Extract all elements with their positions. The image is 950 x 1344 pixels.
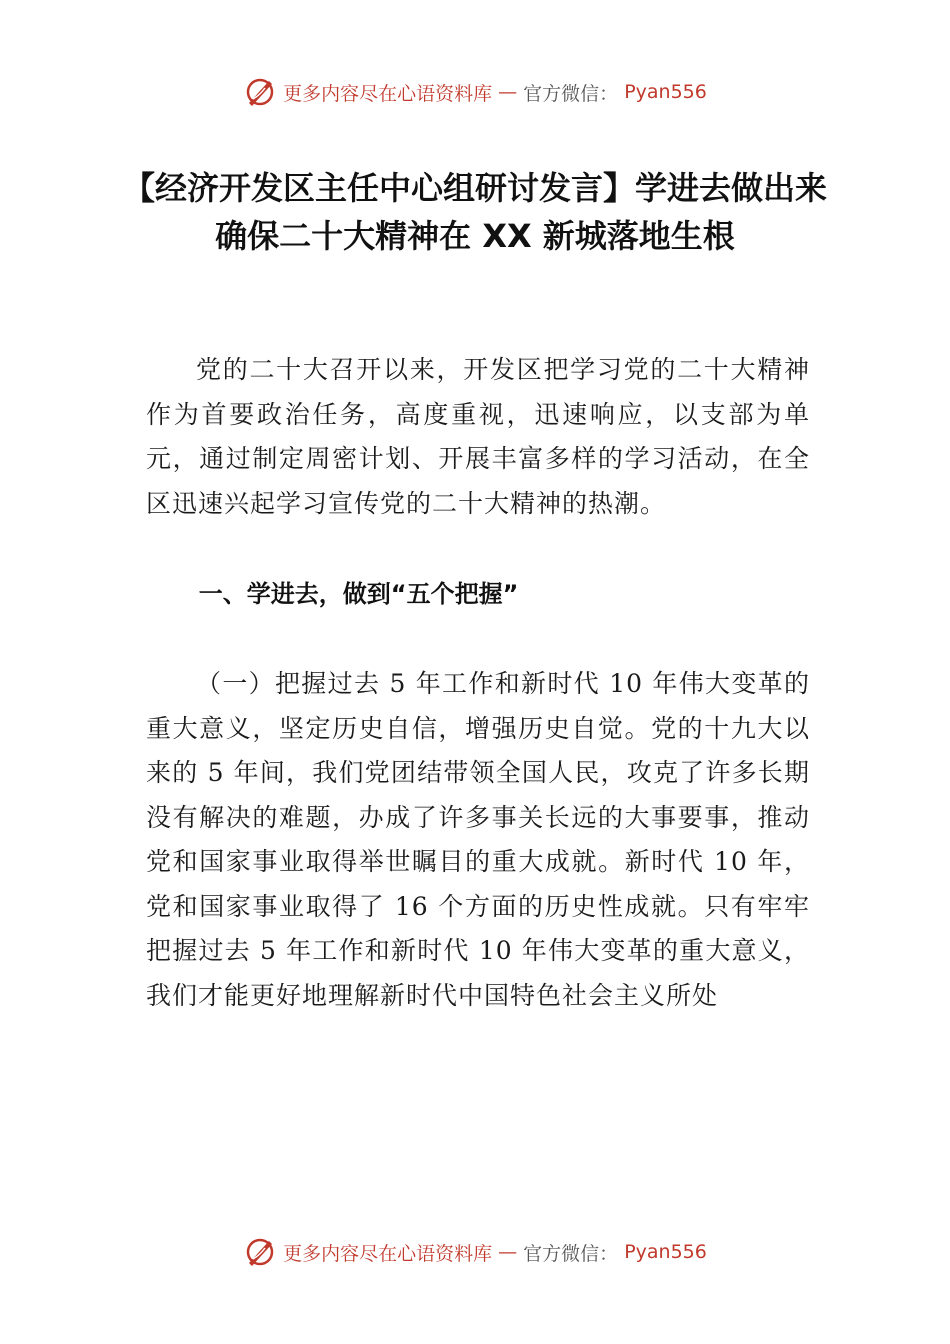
- watermark-wechat-id: Pyan556: [624, 1241, 707, 1263]
- watermark-separator: —: [498, 81, 518, 103]
- watermark-brand: 更多内容尽在心语资料库: [283, 82, 493, 105]
- watermark-wechat-id: Pyan556: [624, 81, 707, 103]
- section-one-paragraph: （一）把握过去 5 年工作和新时代 10 年伟大变革的重大意义，坚定历史自信，增强历史自觉。党的十九大以来的 5 年间，我们党团结带领全国人民，攻克了许多长期没有解决的难题，办成了许多事关长远的大事要事，推动党和国家事业取得举世瞩目的重大成就。新时代 10 年，党和国家事业取得了 16 个方面的历史性成就。只有牢牢把握过去 5 年工作和新时代 10 年伟大变革的重大意义，我们才能更好地理解新时代中国特色社会主义所处: [146, 669, 810, 1010]
- pen-circle-logo-icon: [243, 75, 277, 109]
- watermark-separator: —: [498, 1241, 518, 1263]
- document-body: [146, 348, 810, 1018]
- section-one-heading: 一、学进去，做到“五个把握”: [198, 580, 519, 608]
- watermark-header: [0, 70, 950, 114]
- watermark-brand: 更多内容尽在心语资料库: [283, 1242, 493, 1265]
- document-title: 【经济开发区主任中心组研讨发言】学进去做出来 确保二十大精神在 XX 新城落地生根: [122, 169, 827, 255]
- watermark-footer: [0, 1230, 950, 1274]
- intro-paragraph: 党的二十大召开以来，开发区把学习党的二十大精神作为首要政治任务，高度重视，迅速响应，以支部为单元，通过制定周密计划、开展丰富多样的学习活动，在全区迅速兴起学习宣传党的二十大精神的热潮。: [146, 355, 810, 518]
- watermark-wechat-label: 官方微信：: [523, 82, 619, 105]
- pen-circle-logo-icon: [243, 1235, 277, 1269]
- watermark-wechat-label: 官方微信：: [523, 1242, 619, 1265]
